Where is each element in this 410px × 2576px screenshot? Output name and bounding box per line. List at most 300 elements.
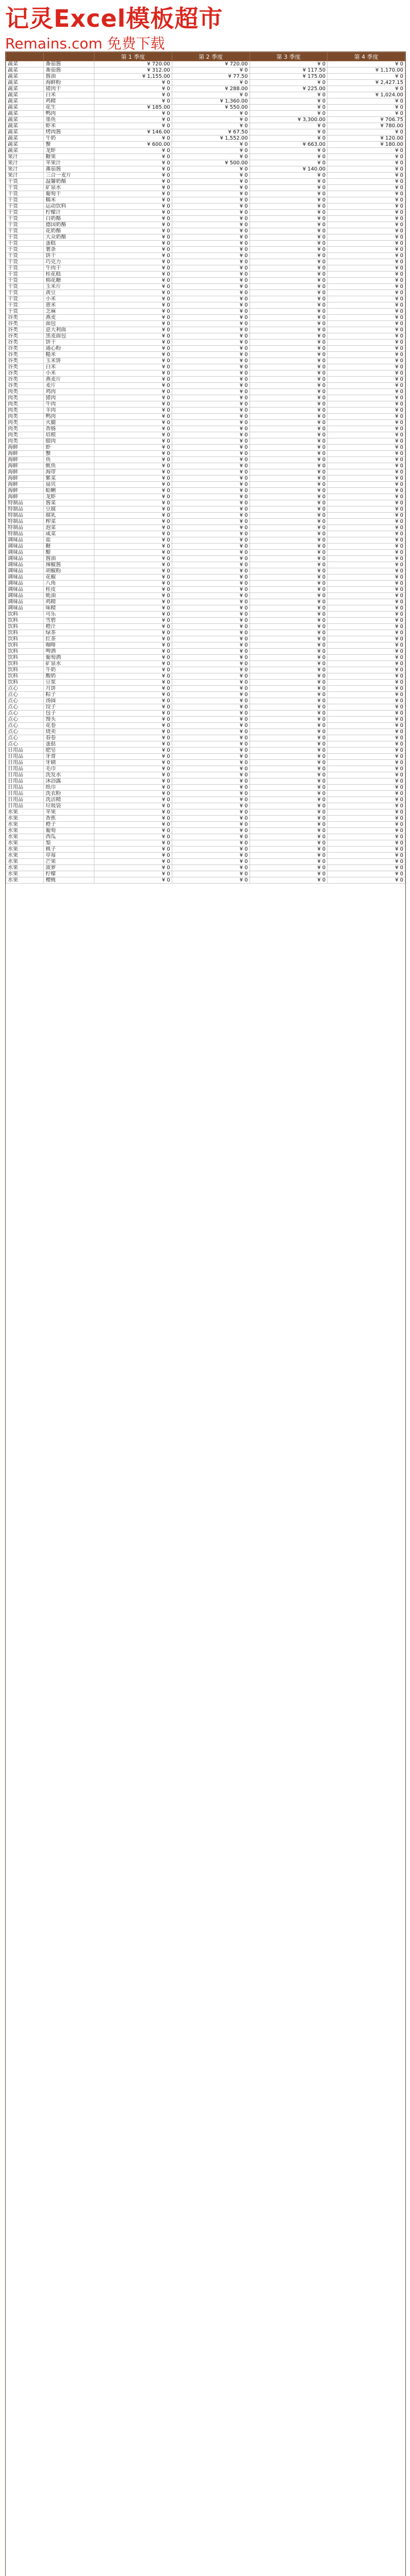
amount-cell[interactable]: ¥ 0	[250, 760, 327, 766]
amount-cell[interactable]: ¥ 0	[250, 581, 327, 587]
amount-cell[interactable]: ¥ 0	[94, 741, 172, 748]
amount-cell[interactable]: ¥ 0	[250, 333, 327, 340]
amount-cell[interactable]: ¥ 0	[172, 142, 250, 148]
amount-cell[interactable]: ¥ 0	[172, 748, 250, 754]
category-cell[interactable]: 点心	[6, 729, 44, 735]
product-cell[interactable]: 德国奶酪	[44, 222, 94, 228]
amount-cell[interactable]: ¥ 0	[327, 173, 405, 179]
category-cell[interactable]: 肉类	[6, 426, 44, 432]
amount-cell[interactable]: ¥ 0	[250, 111, 327, 117]
amount-cell[interactable]: ¥ 0	[172, 871, 250, 877]
amount-cell[interactable]: ¥ 0	[327, 853, 405, 859]
amount-cell[interactable]: ¥ 0	[172, 513, 250, 519]
amount-cell[interactable]: ¥ 0	[172, 729, 250, 735]
amount-cell[interactable]: ¥ 0	[172, 154, 250, 160]
amount-cell[interactable]: ¥ 0	[250, 98, 327, 105]
amount-cell[interactable]: ¥ 0	[94, 513, 172, 519]
amount-cell[interactable]: ¥ 0	[327, 513, 405, 519]
amount-cell[interactable]: ¥ 0	[94, 506, 172, 513]
amount-cell[interactable]: ¥ 0	[327, 581, 405, 587]
category-cell[interactable]: 点心	[6, 686, 44, 692]
amount-cell[interactable]: ¥ 0	[94, 364, 172, 370]
amount-cell[interactable]: ¥ 0	[250, 253, 327, 259]
amount-cell[interactable]: ¥ 0	[327, 395, 405, 401]
amount-cell[interactable]: ¥ 0	[172, 241, 250, 247]
amount-cell[interactable]: ¥ 0	[327, 766, 405, 772]
product-cell[interactable]: 棉花糖	[44, 278, 94, 284]
amount-cell[interactable]: ¥ 0	[250, 482, 327, 488]
amount-cell[interactable]: ¥ 0	[250, 463, 327, 469]
category-cell[interactable]: 调味品	[6, 587, 44, 593]
amount-cell[interactable]: ¥ 0	[172, 272, 250, 278]
amount-cell[interactable]: ¥ 0	[327, 377, 405, 383]
amount-cell[interactable]: ¥ 0	[327, 129, 405, 135]
amount-cell[interactable]: ¥ 0	[250, 612, 327, 618]
product-cell[interactable]: 蟹	[44, 451, 94, 457]
amount-cell[interactable]: ¥ 0	[172, 420, 250, 426]
amount-cell[interactable]: ¥ 0	[94, 432, 172, 438]
amount-cell[interactable]: ¥ 0	[327, 544, 405, 550]
product-cell[interactable]: 八角	[44, 581, 94, 587]
amount-cell[interactable]: ¥ 0	[327, 599, 405, 605]
amount-cell[interactable]: ¥ 0	[94, 680, 172, 686]
amount-cell[interactable]: ¥ 0	[94, 729, 172, 735]
product-cell[interactable]: 蛤蜊	[44, 488, 94, 494]
amount-cell[interactable]: ¥ 0	[94, 488, 172, 494]
category-cell[interactable]: 蔬菜	[6, 123, 44, 129]
category-cell[interactable]: 饮料	[6, 655, 44, 661]
amount-cell[interactable]: ¥ 720.00	[172, 61, 250, 67]
product-cell[interactable]: 葡萄	[44, 828, 94, 834]
amount-cell[interactable]: ¥ 0	[172, 315, 250, 321]
amount-cell[interactable]: ¥ 0	[327, 98, 405, 105]
amount-cell[interactable]: ¥ 0	[172, 797, 250, 803]
amount-cell[interactable]: ¥ 1,155.00	[94, 74, 172, 80]
amount-cell[interactable]: ¥ 0	[172, 333, 250, 340]
amount-cell[interactable]: ¥ 720.00	[94, 61, 172, 67]
amount-cell[interactable]: ¥ 0	[250, 735, 327, 741]
category-cell[interactable]: 谷类	[6, 352, 44, 358]
amount-cell[interactable]: ¥ 0	[172, 760, 250, 766]
product-cell[interactable]: 葡萄酒	[44, 655, 94, 661]
amount-cell[interactable]: ¥ 0	[94, 117, 172, 123]
product-cell[interactable]: 春卷	[44, 735, 94, 741]
category-cell[interactable]: 海鲜	[6, 476, 44, 482]
amount-cell[interactable]: ¥ 0	[172, 210, 250, 216]
amount-cell[interactable]: ¥ 0	[172, 717, 250, 723]
amount-cell[interactable]: ¥ 0	[250, 710, 327, 717]
amount-cell[interactable]: ¥ 0	[172, 321, 250, 327]
product-cell[interactable]: 花卷	[44, 723, 94, 729]
category-cell[interactable]: 调味品	[6, 581, 44, 587]
amount-cell[interactable]: ¥ 0	[250, 686, 327, 692]
amount-cell[interactable]: ¥ 0	[327, 667, 405, 673]
amount-cell[interactable]: ¥ 0	[327, 865, 405, 871]
category-cell[interactable]: 海鲜	[6, 451, 44, 457]
amount-cell[interactable]: ¥ 0	[327, 692, 405, 698]
amount-cell[interactable]: ¥ 0	[94, 612, 172, 618]
amount-cell[interactable]: ¥ 0	[172, 772, 250, 778]
product-cell[interactable]: 饼干	[44, 340, 94, 346]
amount-cell[interactable]: ¥ 0	[250, 185, 327, 191]
amount-cell[interactable]: ¥ 0	[172, 67, 250, 74]
amount-cell[interactable]: ¥ 0	[327, 296, 405, 302]
amount-cell[interactable]: ¥ 0	[327, 222, 405, 228]
amount-cell[interactable]: ¥ 0	[94, 222, 172, 228]
amount-cell[interactable]: ¥ 0	[250, 785, 327, 791]
product-cell[interactable]: 豆腐	[44, 506, 94, 513]
amount-cell[interactable]: ¥ 0	[172, 605, 250, 612]
amount-cell[interactable]: ¥ 0	[327, 346, 405, 352]
amount-cell[interactable]: ¥ 0	[172, 179, 250, 185]
amount-cell[interactable]: ¥ 0	[250, 791, 327, 797]
amount-cell[interactable]: ¥ 0	[172, 296, 250, 302]
category-cell[interactable]: 干货	[6, 228, 44, 234]
amount-cell[interactable]: ¥ 0	[94, 630, 172, 636]
amount-cell[interactable]: ¥ 0	[172, 457, 250, 463]
category-cell[interactable]: 调味品	[6, 593, 44, 599]
amount-cell[interactable]: ¥ 0	[327, 315, 405, 321]
amount-cell[interactable]: ¥ 0	[94, 185, 172, 191]
amount-cell[interactable]: ¥ 0	[172, 216, 250, 222]
amount-cell[interactable]: ¥ 0	[172, 612, 250, 618]
amount-cell[interactable]: ¥ 0	[94, 859, 172, 865]
product-cell[interactable]: 牙刷	[44, 760, 94, 766]
amount-cell[interactable]: ¥ 0	[94, 401, 172, 408]
product-cell[interactable]: 鸡精	[44, 599, 94, 605]
amount-cell[interactable]: ¥ 0	[94, 754, 172, 760]
amount-cell[interactable]: ¥ 0	[327, 822, 405, 828]
amount-cell[interactable]: ¥ 0	[94, 816, 172, 822]
amount-cell[interactable]: ¥ 0	[250, 364, 327, 370]
category-cell[interactable]: 饮料	[6, 618, 44, 624]
product-cell[interactable]: 蛋糕	[44, 241, 94, 247]
amount-cell[interactable]: ¥ 0	[172, 278, 250, 284]
amount-cell[interactable]: ¥ 0	[327, 86, 405, 92]
amount-cell[interactable]: ¥ 0	[172, 265, 250, 272]
amount-cell[interactable]: ¥ 0	[327, 358, 405, 364]
category-cell[interactable]: 蔬菜	[6, 67, 44, 74]
amount-cell[interactable]: ¥ 0	[94, 562, 172, 568]
amount-cell[interactable]: ¥ 600.00	[94, 142, 172, 148]
product-cell[interactable]: 玉米饼	[44, 358, 94, 364]
amount-cell[interactable]: ¥ 0	[94, 519, 172, 525]
amount-cell[interactable]: ¥ 0	[94, 710, 172, 717]
amount-cell[interactable]: ¥ 0	[250, 748, 327, 754]
product-cell[interactable]: 黑麦面包	[44, 333, 94, 340]
amount-cell[interactable]: ¥ 0	[172, 482, 250, 488]
amount-cell[interactable]: ¥ 0	[250, 853, 327, 859]
amount-cell[interactable]: ¥ 0	[327, 340, 405, 346]
amount-cell[interactable]: ¥ 0	[172, 395, 250, 401]
product-cell[interactable]: 饼干	[44, 253, 94, 259]
product-cell[interactable]: 意大利面	[44, 327, 94, 333]
amount-cell[interactable]: ¥ 0	[250, 816, 327, 822]
amount-cell[interactable]: ¥ 0	[250, 630, 327, 636]
amount-cell[interactable]: ¥ 0	[327, 605, 405, 612]
amount-cell[interactable]: ¥ 0	[327, 612, 405, 618]
amount-cell[interactable]: ¥ 0	[94, 414, 172, 420]
amount-cell[interactable]: ¥ 0	[94, 618, 172, 624]
amount-cell[interactable]: ¥ 0	[250, 673, 327, 680]
amount-cell[interactable]: ¥ 0	[327, 265, 405, 272]
category-cell[interactable]: 点心	[6, 710, 44, 717]
amount-cell[interactable]: ¥ 0	[250, 296, 327, 302]
category-cell[interactable]: 日用品	[6, 778, 44, 785]
amount-cell[interactable]: ¥ 0	[172, 673, 250, 680]
category-cell[interactable]: 肉类	[6, 420, 44, 426]
amount-cell[interactable]: ¥ 0	[250, 642, 327, 649]
amount-cell[interactable]: ¥ 0	[94, 272, 172, 278]
amount-cell[interactable]: ¥ 0	[327, 519, 405, 525]
amount-cell[interactable]: ¥ 0	[250, 519, 327, 525]
amount-cell[interactable]: ¥ 0	[327, 488, 405, 494]
amount-cell[interactable]: ¥ 0	[172, 426, 250, 432]
product-cell[interactable]: 榨菜	[44, 519, 94, 525]
amount-cell[interactable]: ¥ 0	[250, 346, 327, 352]
amount-cell[interactable]: ¥ 0	[250, 506, 327, 513]
amount-cell[interactable]: ¥ 0	[94, 148, 172, 154]
amount-cell[interactable]: ¥ 0	[327, 290, 405, 296]
amount-cell[interactable]: ¥ 0	[94, 123, 172, 129]
amount-cell[interactable]: ¥ 0	[327, 352, 405, 358]
amount-cell[interactable]: ¥ 0	[327, 432, 405, 438]
product-cell[interactable]: 龙虾	[44, 148, 94, 154]
category-cell[interactable]: 水果	[6, 809, 44, 816]
category-cell[interactable]: 水果	[6, 853, 44, 859]
product-cell[interactable]: 胡椒粉	[44, 568, 94, 574]
category-cell[interactable]: 水果	[6, 828, 44, 834]
amount-cell[interactable]: ¥ 0	[94, 210, 172, 216]
product-cell[interactable]: 辣椒酱	[44, 562, 94, 568]
amount-cell[interactable]: ¥ 0	[327, 834, 405, 840]
amount-cell[interactable]: ¥ 0	[250, 772, 327, 778]
product-cell[interactable]: 酱油	[44, 74, 94, 80]
amount-cell[interactable]: ¥ 0	[94, 166, 172, 173]
amount-cell[interactable]: ¥ 0	[94, 500, 172, 506]
category-cell[interactable]: 点心	[6, 741, 44, 748]
amount-cell[interactable]: ¥ 0	[327, 438, 405, 445]
product-cell[interactable]: 包子	[44, 710, 94, 717]
amount-cell[interactable]: ¥ 0	[94, 587, 172, 593]
category-cell[interactable]: 谷类	[6, 340, 44, 346]
product-cell[interactable]: 小米	[44, 370, 94, 377]
amount-cell[interactable]: ¥ 0	[250, 778, 327, 785]
category-cell[interactable]: 干货	[6, 210, 44, 216]
category-cell[interactable]: 海鲜	[6, 463, 44, 469]
amount-cell[interactable]: ¥ 0	[172, 680, 250, 686]
amount-cell[interactable]: ¥ 0	[94, 463, 172, 469]
amount-cell[interactable]: ¥ 0	[172, 785, 250, 791]
category-cell[interactable]: 干货	[6, 265, 44, 272]
amount-cell[interactable]: ¥ 0	[94, 321, 172, 327]
amount-cell[interactable]: ¥ 0	[94, 624, 172, 630]
amount-cell[interactable]: ¥ 0	[250, 438, 327, 445]
amount-cell[interactable]: ¥ 0	[250, 469, 327, 476]
amount-cell[interactable]: ¥ 0	[94, 877, 172, 884]
amount-cell[interactable]: ¥ 0	[250, 154, 327, 160]
amount-cell[interactable]: ¥ 0	[327, 197, 405, 204]
amount-cell[interactable]: ¥ 0	[327, 877, 405, 884]
category-cell[interactable]: 谷类	[6, 358, 44, 364]
product-cell[interactable]: 洗发水	[44, 772, 94, 778]
amount-cell[interactable]: ¥ 0	[172, 111, 250, 117]
product-cell[interactable]: 鸭肉	[44, 111, 94, 117]
category-cell[interactable]: 谷类	[6, 315, 44, 321]
amount-cell[interactable]: ¥ 0	[327, 550, 405, 556]
amount-cell[interactable]: ¥ 0	[327, 383, 405, 389]
product-cell[interactable]: 纸巾	[44, 785, 94, 791]
amount-cell[interactable]: ¥ 0	[172, 822, 250, 828]
amount-cell[interactable]: ¥ 0	[94, 797, 172, 803]
amount-cell[interactable]: ¥ 0	[94, 98, 172, 105]
amount-cell[interactable]: ¥ 0	[94, 692, 172, 698]
amount-cell[interactable]: ¥ 0	[94, 333, 172, 340]
amount-cell[interactable]: ¥ 0	[327, 729, 405, 735]
amount-cell[interactable]: ¥ 0	[327, 556, 405, 562]
category-cell[interactable]: 果汁	[6, 154, 44, 160]
amount-cell[interactable]: ¥ 0	[327, 234, 405, 241]
product-cell[interactable]: 蕃茄酱	[44, 166, 94, 173]
amount-cell[interactable]: ¥ 0	[327, 846, 405, 853]
category-cell[interactable]: 日用品	[6, 785, 44, 791]
amount-cell[interactable]: ¥ 0	[250, 92, 327, 98]
category-cell[interactable]: 肉类	[6, 389, 44, 395]
amount-cell[interactable]: ¥ 0	[250, 290, 327, 296]
product-cell[interactable]: 糙米	[44, 352, 94, 358]
amount-cell[interactable]: ¥ 0	[172, 197, 250, 204]
amount-cell[interactable]: ¥ 0	[94, 265, 172, 272]
amount-cell[interactable]: ¥ 0	[172, 377, 250, 383]
amount-cell[interactable]: ¥ 0	[172, 469, 250, 476]
amount-cell[interactable]: ¥ 0	[172, 506, 250, 513]
amount-cell[interactable]: ¥ 0	[94, 451, 172, 457]
amount-cell[interactable]: ¥ 0	[250, 803, 327, 809]
amount-cell[interactable]: ¥ 0	[327, 61, 405, 67]
amount-cell[interactable]: ¥ 0	[327, 723, 405, 729]
amount-cell[interactable]: ¥ 0	[172, 816, 250, 822]
product-cell[interactable]: 梨	[44, 840, 94, 846]
product-cell[interactable]: 香肠	[44, 426, 94, 432]
amount-cell[interactable]: ¥ 706.75	[327, 117, 405, 123]
category-cell[interactable]: 蔬菜	[6, 105, 44, 111]
product-cell[interactable]: 矿泉水	[44, 661, 94, 667]
amount-cell[interactable]: ¥ 0	[327, 587, 405, 593]
amount-cell[interactable]: ¥ 0	[94, 698, 172, 704]
product-cell[interactable]: 烤肉酱	[44, 129, 94, 135]
amount-cell[interactable]: ¥ 0	[327, 148, 405, 154]
amount-cell[interactable]: ¥ 0	[94, 457, 172, 463]
amount-cell[interactable]: ¥ 0	[250, 216, 327, 222]
product-cell[interactable]: 毛巾	[44, 766, 94, 772]
amount-cell[interactable]: ¥ 0	[327, 686, 405, 692]
amount-cell[interactable]: ¥ 0	[250, 302, 327, 309]
amount-cell[interactable]: ¥ 0	[94, 673, 172, 680]
product-cell[interactable]: 薯条	[44, 247, 94, 253]
amount-cell[interactable]: ¥ 0	[172, 346, 250, 352]
amount-cell[interactable]: ¥ 0	[94, 791, 172, 797]
amount-cell[interactable]: ¥ 0	[94, 599, 172, 605]
amount-cell[interactable]: ¥ 0	[250, 661, 327, 667]
amount-cell[interactable]: ¥ 0	[172, 692, 250, 698]
amount-cell[interactable]: ¥ 0	[250, 766, 327, 772]
amount-cell[interactable]: ¥ 0	[327, 871, 405, 877]
product-cell[interactable]: 苹果汁	[44, 160, 94, 166]
amount-cell[interactable]: ¥ 0	[94, 655, 172, 661]
category-cell[interactable]: 调味品	[6, 568, 44, 574]
amount-cell[interactable]: ¥ 0	[94, 574, 172, 581]
amount-cell[interactable]: ¥ 0	[327, 309, 405, 315]
amount-cell[interactable]: ¥ 0	[94, 278, 172, 284]
category-cell[interactable]: 点心	[6, 723, 44, 729]
amount-cell[interactable]: ¥ 0	[327, 210, 405, 216]
amount-cell[interactable]: ¥ 0	[327, 791, 405, 797]
amount-cell[interactable]: ¥ 0	[172, 253, 250, 259]
amount-cell[interactable]: ¥ 0	[327, 445, 405, 451]
category-cell[interactable]: 果汁	[6, 173, 44, 179]
amount-cell[interactable]: ¥ 67.50	[172, 129, 250, 135]
amount-cell[interactable]: ¥ 0	[250, 846, 327, 853]
amount-cell[interactable]: ¥ 0	[327, 568, 405, 574]
amount-cell[interactable]: ¥ 0	[94, 389, 172, 395]
amount-cell[interactable]: ¥ 0	[327, 321, 405, 327]
amount-cell[interactable]: ¥ 0	[172, 290, 250, 296]
amount-cell[interactable]: ¥ 0	[94, 772, 172, 778]
amount-cell[interactable]: ¥ 0	[250, 135, 327, 142]
amount-cell[interactable]: ¥ 0	[94, 259, 172, 265]
amount-cell[interactable]: ¥ 0	[94, 735, 172, 741]
category-cell[interactable]: 日用品	[6, 797, 44, 803]
product-cell[interactable]: 酱菜	[44, 500, 94, 506]
product-cell[interactable]: 可乐	[44, 612, 94, 618]
category-cell[interactable]: 点心	[6, 704, 44, 710]
amount-cell[interactable]: ¥ 0	[250, 445, 327, 451]
amount-cell[interactable]: ¥ 0	[172, 840, 250, 846]
category-cell[interactable]: 日用品	[6, 803, 44, 809]
product-cell[interactable]: 芒果	[44, 859, 94, 865]
amount-cell[interactable]: ¥ 0	[250, 723, 327, 729]
amount-cell[interactable]: ¥ 0	[250, 259, 327, 265]
amount-cell[interactable]: ¥ 0	[172, 877, 250, 884]
amount-cell[interactable]: ¥ 0	[172, 191, 250, 197]
product-cell[interactable]: 矿泉水	[44, 185, 94, 191]
amount-cell[interactable]: ¥ 0	[250, 451, 327, 457]
amount-cell[interactable]: ¥ 0	[250, 321, 327, 327]
amount-cell[interactable]: ¥ 0	[94, 840, 172, 846]
amount-cell[interactable]: ¥ 0	[94, 86, 172, 92]
amount-cell[interactable]: ¥ 0	[250, 556, 327, 562]
amount-cell[interactable]: ¥ 0	[250, 234, 327, 241]
amount-cell[interactable]: ¥ 0	[327, 364, 405, 370]
amount-cell[interactable]: ¥ 0	[327, 828, 405, 834]
product-cell[interactable]: 虾	[44, 445, 94, 451]
amount-cell[interactable]: ¥ 0	[250, 352, 327, 358]
amount-cell[interactable]: ¥ 0	[250, 599, 327, 605]
amount-cell[interactable]: ¥ 0	[172, 284, 250, 290]
category-cell[interactable]: 干货	[6, 253, 44, 259]
amount-cell[interactable]: ¥ 0	[250, 618, 327, 624]
product-cell[interactable]: 燕麦片	[44, 377, 94, 383]
amount-cell[interactable]: ¥ 0	[250, 278, 327, 284]
amount-cell[interactable]: ¥ 500.00	[172, 160, 250, 166]
amount-cell[interactable]: ¥ 0	[172, 531, 250, 537]
category-cell[interactable]: 肉类	[6, 395, 44, 401]
amount-cell[interactable]: ¥ 0	[94, 636, 172, 642]
product-cell[interactable]: 葡萄干	[44, 191, 94, 197]
category-cell[interactable]: 谷类	[6, 364, 44, 370]
category-cell[interactable]: 干货	[6, 272, 44, 278]
amount-cell[interactable]: ¥ 0	[250, 877, 327, 884]
